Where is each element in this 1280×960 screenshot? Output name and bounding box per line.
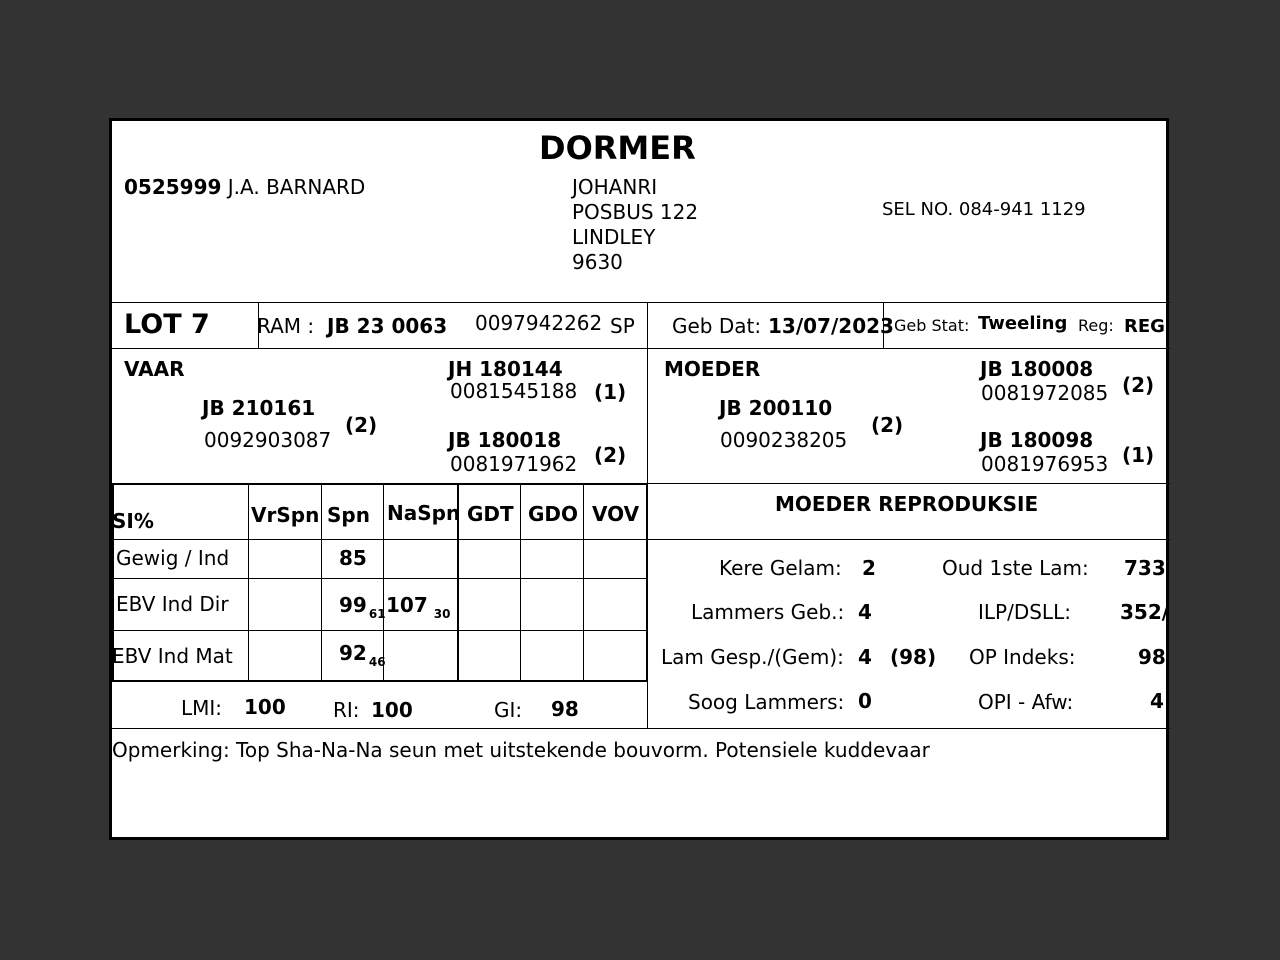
divider bbox=[112, 483, 647, 485]
ram-label: RAM : bbox=[257, 314, 315, 338]
vaar-father-count: (1) bbox=[594, 380, 627, 404]
address-line: 9630 bbox=[572, 250, 623, 274]
naspn-value bbox=[386, 593, 451, 621]
opmerking-text: Opmerking: Top Sha-Na-Na seun met uitstekende bouvorm. Potensiele kuddevaar bbox=[112, 738, 930, 762]
moeder-mother-id: JB 180098 bbox=[980, 428, 1094, 452]
spn-sub: 61 bbox=[368, 607, 386, 621]
geb-stat-value: Tweeling bbox=[978, 313, 1068, 334]
divider bbox=[321, 483, 322, 680]
header-naspn: NaSpn bbox=[387, 501, 461, 525]
gesp-label: Lam Gesp./(Gem): bbox=[661, 645, 844, 669]
kere-label: Kere Gelam: bbox=[719, 556, 842, 580]
divider bbox=[248, 483, 249, 680]
breeder-line bbox=[124, 175, 365, 199]
spn-main: 85 bbox=[339, 546, 367, 570]
address-line: LINDLEY bbox=[572, 225, 656, 249]
soog-value: 0 bbox=[858, 689, 872, 713]
moeder-id: JB 200110 bbox=[719, 396, 833, 420]
address-line: JOHANRI bbox=[572, 175, 658, 199]
moeder-mother-count: (1) bbox=[1122, 443, 1155, 467]
vaar-mother-count: (2) bbox=[594, 443, 627, 467]
divider bbox=[112, 630, 647, 631]
row-label: Gewig / Ind bbox=[116, 546, 230, 570]
breed-title: DORMER bbox=[539, 129, 696, 167]
divider bbox=[520, 483, 521, 680]
header-spn: Spn bbox=[327, 503, 370, 527]
moeder-father-id: JB 180008 bbox=[980, 357, 1094, 381]
ilp-value: 352/ bbox=[1120, 600, 1170, 624]
vaar-number: 0092903087 bbox=[204, 428, 332, 452]
spn-value bbox=[339, 546, 369, 570]
geb-stat-label: Geb Stat: bbox=[894, 316, 970, 335]
lammers-value: 4 bbox=[858, 600, 872, 624]
reg-label: Reg: bbox=[1078, 316, 1114, 335]
reproduksie-title: MOEDER REPRODUKSIE bbox=[775, 492, 1039, 516]
naspn-sub: 30 bbox=[433, 607, 451, 621]
ram-id: JB 23 0063 bbox=[327, 314, 448, 338]
breeder-name: J.A. BARNARD bbox=[227, 175, 366, 199]
op-value: 98 bbox=[1138, 645, 1166, 669]
geb-dat-label: Geb Dat: bbox=[672, 314, 762, 338]
moeder-father-number: 0081972085 bbox=[981, 381, 1109, 405]
moeder-mother-number: 0081976953 bbox=[981, 452, 1109, 476]
naspn-main: 107 bbox=[386, 593, 428, 617]
spn-value bbox=[339, 641, 386, 669]
spn-main: 99 bbox=[339, 593, 367, 617]
divider bbox=[646, 483, 648, 680]
reg-value: REG bbox=[1124, 316, 1165, 337]
address-block bbox=[572, 175, 698, 275]
lot-number: LOT 7 bbox=[124, 309, 210, 340]
moeder-label: MOEDER bbox=[664, 357, 761, 381]
lmi-label: LMI: bbox=[181, 696, 223, 720]
gesp-value: 4 bbox=[858, 645, 872, 669]
divider bbox=[112, 348, 1170, 349]
oud-label: Oud 1ste Lam: bbox=[942, 556, 1089, 580]
soog-label: Soog Lammers: bbox=[688, 690, 845, 714]
spn-sub: 46 bbox=[368, 655, 386, 669]
lmi-value: 100 bbox=[244, 695, 286, 719]
opi-label: OPI - Afw: bbox=[978, 690, 1074, 714]
row-label: EBV Ind Mat bbox=[112, 644, 233, 668]
ram-number: 0097942262 bbox=[475, 311, 603, 335]
address-line: POSBUS 122 bbox=[572, 200, 699, 224]
ri-value: 100 bbox=[371, 698, 413, 722]
oud-value: 733 bbox=[1124, 556, 1166, 580]
divider bbox=[112, 680, 647, 682]
kere-value: 2 bbox=[862, 556, 876, 580]
spn-value bbox=[339, 593, 386, 621]
phone-number: SEL NO. 084-941 1129 bbox=[882, 199, 1086, 220]
ri-label: RI: bbox=[333, 698, 360, 722]
vaar-label: VAAR bbox=[124, 357, 185, 381]
vaar-mother-number: 0081971962 bbox=[450, 452, 578, 476]
gi-label: GI: bbox=[494, 698, 523, 722]
breeder-code: 0525999 bbox=[124, 175, 222, 199]
spn-main: 92 bbox=[339, 641, 367, 665]
opi-value: 4 bbox=[1150, 689, 1164, 713]
header-vrspn: VrSpn bbox=[251, 503, 320, 527]
vaar-count: (2) bbox=[345, 413, 378, 437]
vaar-mother-id: JB 180018 bbox=[448, 428, 562, 452]
vaar-father-number: 0081545188 bbox=[450, 379, 578, 403]
gem-value: (98) bbox=[890, 645, 937, 669]
op-label: OP Indeks: bbox=[969, 645, 1076, 669]
row-label: EBV Ind Dir bbox=[116, 592, 229, 616]
ram-suffix: SP bbox=[610, 314, 635, 338]
header-vov: VOV bbox=[592, 502, 640, 526]
moeder-count: (2) bbox=[871, 413, 904, 437]
divider bbox=[583, 483, 584, 680]
header-gdo: GDO bbox=[528, 502, 579, 526]
catalogue-card bbox=[109, 118, 1169, 840]
vaar-id: JB 210161 bbox=[202, 396, 316, 420]
divider bbox=[112, 728, 1170, 729]
header-gdt: GDT bbox=[467, 502, 514, 526]
divider bbox=[112, 578, 647, 579]
divider bbox=[647, 539, 1170, 540]
header-si: SI% bbox=[112, 509, 154, 533]
divider bbox=[112, 539, 647, 540]
ilp-label: ILP/DSLL: bbox=[978, 600, 1071, 624]
moeder-number: 0090238205 bbox=[720, 428, 848, 452]
lammers-label: Lammers Geb.: bbox=[691, 600, 845, 624]
gi-value: 98 bbox=[551, 697, 579, 721]
vaar-father-id: JH 180144 bbox=[448, 357, 563, 381]
geb-dat-value: 13/07/2023 bbox=[768, 314, 894, 338]
moeder-father-count: (2) bbox=[1122, 373, 1155, 397]
divider bbox=[112, 302, 1170, 303]
